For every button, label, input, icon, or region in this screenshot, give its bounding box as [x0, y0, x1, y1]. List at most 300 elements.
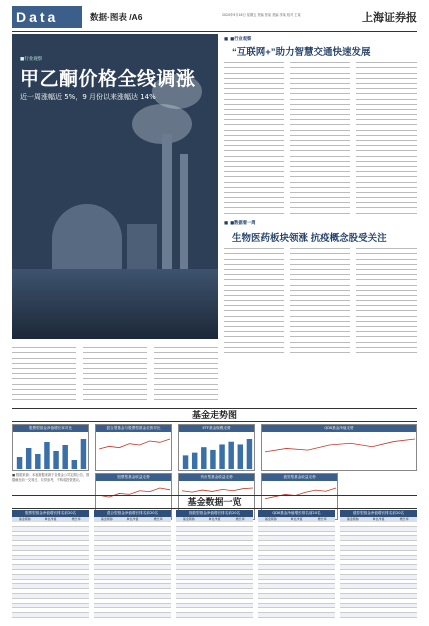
- table-cell: [258, 584, 284, 588]
- tank-shape: [52, 204, 122, 274]
- table-cell: [391, 560, 417, 564]
- body-text-column: [290, 58, 350, 214]
- table-cell: [38, 599, 64, 603]
- table-header-cell: 基金简称: [264, 517, 277, 521]
- table-cell: [176, 522, 202, 526]
- table-cell: [120, 599, 146, 603]
- table-cell: [176, 580, 202, 584]
- table-cell: [120, 580, 146, 584]
- table-cell: [94, 584, 120, 588]
- table-cell: [309, 556, 335, 560]
- table-cell: [227, 589, 253, 593]
- table-cell: [309, 580, 335, 584]
- table-cell: [63, 570, 89, 574]
- table-cell: [284, 551, 310, 555]
- table-cell: [176, 565, 202, 569]
- table-cell: [145, 536, 171, 540]
- chart-plot: [98, 434, 171, 469]
- table-cell: [284, 613, 310, 617]
- table-cell: [63, 589, 89, 593]
- table-cell: [340, 527, 366, 531]
- table-cell: [145, 589, 171, 593]
- table-cell: [258, 570, 284, 574]
- table-row: [340, 613, 417, 618]
- table-cell: [202, 551, 228, 555]
- table-cell: [258, 599, 284, 603]
- table-cell: [340, 594, 366, 598]
- table-cell: [284, 541, 310, 545]
- table-cell: [202, 599, 228, 603]
- table-cell: [120, 589, 146, 593]
- table-cell: [202, 589, 228, 593]
- table-cell: [120, 522, 146, 526]
- body-text-column: [154, 343, 218, 403]
- table-cell: [38, 541, 64, 545]
- table-cell: [202, 532, 228, 536]
- table-cell: [176, 570, 202, 574]
- table-cell: [309, 599, 335, 603]
- table-cell: [145, 551, 171, 555]
- table-cell: [366, 527, 392, 531]
- chart-bar: [219, 444, 224, 469]
- table-cell: [12, 532, 38, 536]
- table-cell: [202, 584, 228, 588]
- table-cell: [38, 584, 64, 588]
- table-cell: [309, 527, 335, 531]
- section-logo: Data: [12, 6, 82, 28]
- chart-bar: [26, 448, 31, 469]
- table-cell: [366, 580, 392, 584]
- table-cell: [366, 551, 392, 555]
- table-header-cell: 增长率: [71, 517, 81, 521]
- table-cell: [391, 532, 417, 536]
- chart-title: 股票型基金收益走势: [96, 474, 171, 481]
- table-cell: [12, 584, 38, 588]
- table-cell: [391, 541, 417, 545]
- table-cell: [258, 536, 284, 540]
- table-cell: [12, 546, 38, 550]
- table-cell: [258, 551, 284, 555]
- table-cell: [309, 570, 335, 574]
- table-cell: [12, 604, 38, 608]
- table-cell: [284, 584, 310, 588]
- table-cell: [38, 546, 64, 550]
- table-cell: [12, 536, 38, 540]
- table-cell: [38, 522, 64, 526]
- table-cell: [94, 551, 120, 555]
- fund-section-band: 基金走势图: [12, 408, 417, 422]
- table-cell: [227, 604, 253, 608]
- fund-table: [340, 510, 417, 618]
- table-cell: [63, 613, 89, 617]
- table-cell: [145, 608, 171, 612]
- table-cell: [145, 580, 171, 584]
- table-cell: [340, 575, 366, 579]
- table-cell: [176, 599, 202, 603]
- table-cell: [366, 604, 392, 608]
- table-cell: [12, 565, 38, 569]
- table-cell: [94, 580, 120, 584]
- table-cell: [145, 522, 171, 526]
- chart-title: 债券型基金收益走势: [262, 474, 337, 481]
- table-cell: [202, 541, 228, 545]
- table-cell: [284, 560, 310, 564]
- fund-table: [12, 510, 89, 618]
- table-cell: [258, 608, 284, 612]
- chimney-shape: [180, 154, 188, 274]
- table-row: [258, 613, 335, 618]
- table-cell: [12, 527, 38, 531]
- hero-title: 甲乙酮价格全线调涨: [20, 68, 196, 90]
- table-cell: [366, 608, 392, 612]
- table-cell: [176, 560, 202, 564]
- table-cell: [145, 532, 171, 536]
- table-cell: [309, 522, 335, 526]
- table-cell: [12, 580, 38, 584]
- table-cell: [258, 594, 284, 598]
- table-cell: [120, 565, 146, 569]
- table-title: 混合型基金净值增长排名前20名: [94, 510, 171, 517]
- table-cell: [63, 580, 89, 584]
- table-cell: [391, 608, 417, 612]
- table-cell: [12, 556, 38, 560]
- table-cell: [12, 560, 38, 564]
- table-cell: [38, 594, 64, 598]
- table-cell: [309, 565, 335, 569]
- table-cell: [63, 560, 89, 564]
- table-cell: [176, 536, 202, 540]
- table-header-cell: 基金简称: [18, 517, 31, 521]
- table-cell: [340, 565, 366, 569]
- masthead: [12, 2, 417, 32]
- body-text-column: [356, 244, 417, 354]
- table-cell: [366, 556, 392, 560]
- table-cell: [391, 580, 417, 584]
- table-cell: [258, 589, 284, 593]
- table-row: [176, 613, 253, 618]
- table-cell: [391, 546, 417, 550]
- chart-title: 股票型基金净值增长率对比: [13, 425, 88, 432]
- table-cell: [340, 584, 366, 588]
- table-cell: [366, 594, 392, 598]
- table-cell: [309, 532, 335, 536]
- table-cell: [38, 556, 64, 560]
- table-header-cell: 增长率: [235, 517, 245, 521]
- table-cell: [284, 522, 310, 526]
- chart-bar: [62, 445, 67, 469]
- table-cell: [202, 560, 228, 564]
- table-cell: [94, 608, 120, 612]
- chart-line: [99, 439, 170, 449]
- table-cell: [202, 522, 228, 526]
- table-cell: [391, 565, 417, 569]
- table-cell: [227, 580, 253, 584]
- chart-plot: [15, 434, 88, 469]
- table-cell: [12, 551, 38, 555]
- chart-line: [182, 488, 253, 492]
- table-cell: [38, 570, 64, 574]
- table-cell: [120, 570, 146, 574]
- table-cell: [284, 580, 310, 584]
- table-cell: [94, 604, 120, 608]
- table-cell: [366, 584, 392, 588]
- body-text-column: [224, 58, 284, 214]
- table-cell: [391, 522, 417, 526]
- table-cell: [258, 580, 284, 584]
- table-section-band: 基金数据一览: [12, 495, 417, 509]
- table-cell: [120, 541, 146, 545]
- table-cell: [284, 556, 310, 560]
- table-cell: [94, 613, 120, 617]
- table-cell: [227, 527, 253, 531]
- table-cell: [366, 575, 392, 579]
- table-cell: [38, 527, 64, 531]
- table-cell: [258, 541, 284, 545]
- table-cell: [120, 527, 146, 531]
- table-cell: [391, 575, 417, 579]
- table-title: QDII基金净值增长排名前20名: [258, 510, 335, 517]
- table-cell: [227, 565, 253, 569]
- table-cell: [145, 556, 171, 560]
- table-cell: [120, 613, 146, 617]
- table-cell: [176, 608, 202, 612]
- chart-bar: [210, 450, 215, 469]
- hero-banner: [12, 34, 218, 339]
- table-cell: [284, 536, 310, 540]
- table-cell: [63, 599, 89, 603]
- table-cell: [391, 589, 417, 593]
- table-cell: [145, 594, 171, 598]
- table-cell: [145, 599, 171, 603]
- table-cell: [227, 546, 253, 550]
- table-cell: [120, 556, 146, 560]
- table-cell: [227, 613, 253, 617]
- table-cell: [12, 608, 38, 612]
- table-cell: [12, 541, 38, 545]
- table-cell: [12, 589, 38, 593]
- table-cell: [145, 604, 171, 608]
- table-cell: [258, 556, 284, 560]
- table-cell: [340, 599, 366, 603]
- table-cell: [284, 532, 310, 536]
- table-cell: [120, 546, 146, 550]
- table-cell: [284, 575, 310, 579]
- table-cell: [120, 604, 146, 608]
- table-cell: [227, 560, 253, 564]
- paper-name: 上海证券报: [362, 11, 417, 24]
- table-cell: [120, 551, 146, 555]
- table-header-cell: 基金简称: [182, 517, 195, 521]
- table-cell: [38, 608, 64, 612]
- table-cell: [340, 570, 366, 574]
- table-cell: [366, 613, 392, 617]
- table-cell: [94, 599, 120, 603]
- table-cell: [284, 599, 310, 603]
- table-cell: [284, 565, 310, 569]
- chart-plot: [181, 434, 254, 469]
- chimney-shape: [162, 134, 172, 274]
- table-cell: [366, 536, 392, 540]
- ground-shape: [12, 269, 218, 339]
- table-header-cell: 基金简称: [346, 517, 359, 521]
- table-cell: [38, 560, 64, 564]
- table-cell: [12, 570, 38, 574]
- table-cell: [94, 527, 120, 531]
- table-cell: [340, 551, 366, 555]
- table-cell: [120, 594, 146, 598]
- table-cell: [202, 570, 228, 574]
- table-cell: [63, 556, 89, 560]
- table-cell: [63, 565, 89, 569]
- table-cell: [309, 594, 335, 598]
- table-header-cell: 增长率: [399, 517, 409, 521]
- table-cell: [366, 532, 392, 536]
- article-tag: ■ ■数据看一周: [224, 220, 256, 226]
- table-cell: [202, 580, 228, 584]
- table-cell: [309, 608, 335, 612]
- table-cell: [202, 604, 228, 608]
- chart-bar: [201, 447, 206, 469]
- table-cell: [202, 565, 228, 569]
- table-cell: [38, 575, 64, 579]
- fund-note: ■ 数据来源：本表数据来源于各基金公司定期公告，数据截至前一交易日，仅供参考，不构成投资建议。: [12, 473, 90, 482]
- table-header-cell: 单位净值: [126, 517, 139, 521]
- fund-chart: [178, 424, 255, 471]
- table-cell: [38, 604, 64, 608]
- table-header-cell: 单位净值: [372, 517, 385, 521]
- table-cell: [120, 575, 146, 579]
- table-cell: [63, 608, 89, 612]
- table-cell: [391, 594, 417, 598]
- table-header-cell: 增长率: [317, 517, 327, 521]
- table-cell: [145, 575, 171, 579]
- table-cell: [340, 556, 366, 560]
- table-cell: [94, 575, 120, 579]
- table-cell: [309, 541, 335, 545]
- table-cell: [340, 536, 366, 540]
- body-text-column: [83, 343, 147, 403]
- table-row: [12, 613, 89, 618]
- table-cell: [391, 604, 417, 608]
- fund-table: [258, 510, 335, 618]
- fund-table: [176, 510, 253, 618]
- table-cell: [94, 541, 120, 545]
- article-title: 生物医药板块领涨 抗疫概念股受关注: [232, 233, 387, 244]
- table-cell: [227, 532, 253, 536]
- table-cell: [94, 560, 120, 564]
- chart-bar: [228, 442, 233, 469]
- table-title: 指数型基金净值增长排名前20名: [176, 510, 253, 517]
- table-cell: [227, 575, 253, 579]
- table-cell: [176, 551, 202, 555]
- table-cell: [94, 565, 120, 569]
- table-cell: [309, 551, 335, 555]
- fund-chart: [95, 424, 172, 471]
- table-cell: [94, 522, 120, 526]
- table-cell: [202, 536, 228, 540]
- table-cell: [258, 522, 284, 526]
- table-cell: [258, 613, 284, 617]
- table-cell: [284, 608, 310, 612]
- chart-bar: [35, 454, 40, 469]
- factory-shape: [127, 224, 157, 274]
- table-cell: [340, 608, 366, 612]
- table-cell: [309, 589, 335, 593]
- table-cell: [12, 599, 38, 603]
- table-cell: [227, 536, 253, 540]
- hero-kicker: ■行业观察: [20, 57, 43, 62]
- table-cell: [145, 565, 171, 569]
- table-cell: [12, 594, 38, 598]
- table-cell: [176, 594, 202, 598]
- chart-bar: [247, 439, 252, 469]
- table-cell: [227, 522, 253, 526]
- table-cell: [309, 575, 335, 579]
- table-cell: [202, 608, 228, 612]
- table-cell: [366, 541, 392, 545]
- table-cell: [202, 527, 228, 531]
- table-cell: [391, 570, 417, 574]
- table-cell: [38, 565, 64, 569]
- table-cell: [309, 560, 335, 564]
- table-cell: [366, 546, 392, 550]
- table-cell: [366, 589, 392, 593]
- hero-subtitle: 近一周涨幅近 5%，9 月份以来涨幅达 14%: [20, 93, 156, 101]
- table-cell: [258, 604, 284, 608]
- table-cell: [227, 551, 253, 555]
- table-cell: [391, 527, 417, 531]
- table-cell: [176, 541, 202, 545]
- chart-bar: [53, 451, 58, 469]
- table-cell: [340, 546, 366, 550]
- table-cell: [38, 580, 64, 584]
- table-cell: [366, 599, 392, 603]
- table-cell: [176, 575, 202, 579]
- chart-bar: [192, 453, 197, 469]
- table-cell: [258, 527, 284, 531]
- table-cell: [284, 527, 310, 531]
- chart-bar: [17, 457, 22, 469]
- chart-title: ETF基金规模走势: [179, 425, 254, 432]
- table-cell: [12, 613, 38, 617]
- table-cell: [340, 541, 366, 545]
- table-cell: [284, 589, 310, 593]
- table-cell: [176, 527, 202, 531]
- table-cell: [38, 532, 64, 536]
- table-header-cell: 单位净值: [208, 517, 221, 521]
- table-cell: [366, 522, 392, 526]
- table-cell: [12, 522, 38, 526]
- table-cell: [63, 575, 89, 579]
- table-cell: [227, 556, 253, 560]
- table-cell: [340, 589, 366, 593]
- table-cell: [145, 613, 171, 617]
- chart-title: 混合型基金与股票型基金走势对比: [96, 425, 171, 432]
- section-title: 数据·图表 /A6: [90, 12, 143, 22]
- table-cell: [63, 584, 89, 588]
- table-cell: [63, 604, 89, 608]
- table-cell: [38, 536, 64, 540]
- table-cell: [309, 536, 335, 540]
- table-cell: [366, 570, 392, 574]
- table-cell: [202, 556, 228, 560]
- table-cell: [227, 599, 253, 603]
- table-header-cell: 单位净值: [44, 517, 57, 521]
- table-cell: [258, 565, 284, 569]
- table-cell: [227, 608, 253, 612]
- chart-line: [265, 439, 415, 452]
- table-cell: [284, 604, 310, 608]
